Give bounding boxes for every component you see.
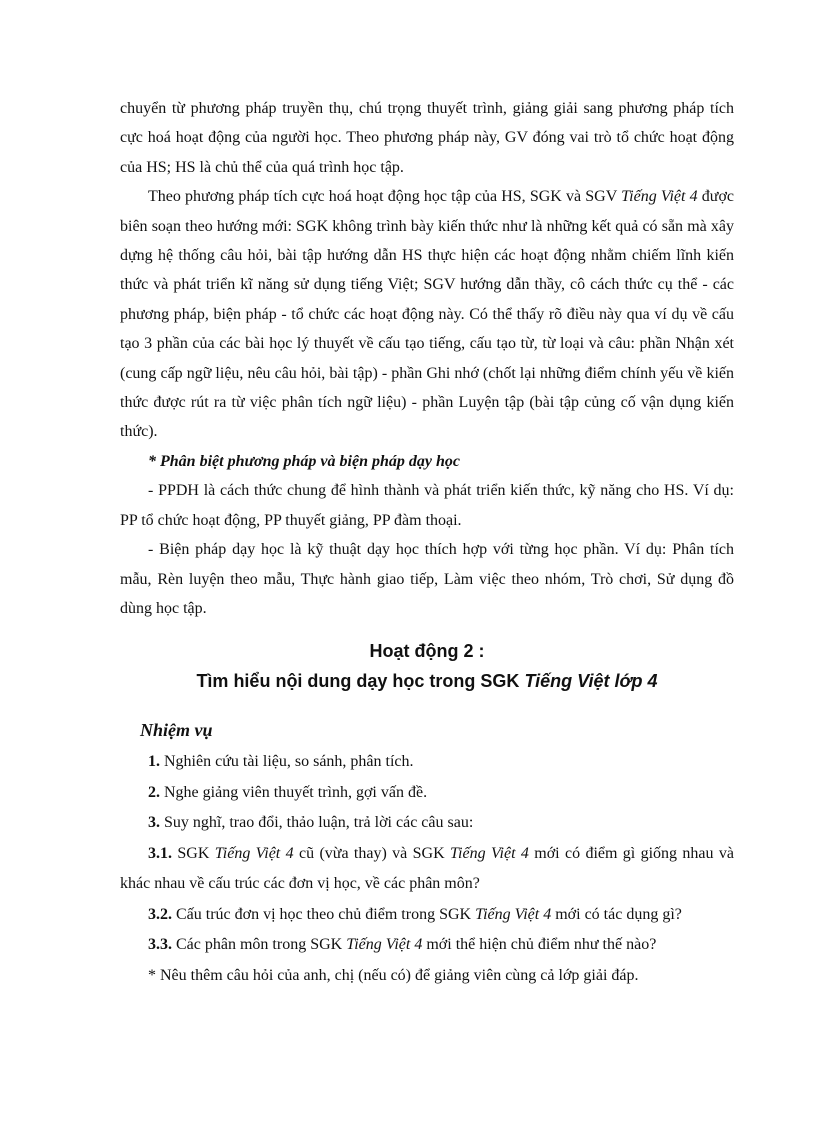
question-3-1-text-a: SGK [172,844,215,862]
tasks-list [120,747,734,991]
question-3-3-text-a: Các phân môn trong SGK [172,936,347,954]
question-3-2 [120,900,734,931]
task-1 [120,747,734,778]
question-3-2-number: 3.2. [148,905,172,923]
paragraph-2-text-a: Theo phương pháp tích cực hoá hoạt động học tập của HS, SGK và SGV [148,188,622,206]
task-3-text: Suy nghĩ, trao đổi, thảo luận, trả lời các câu sau: [160,814,474,832]
task-2-text: Nghe giảng viên thuyết trình, gợi vấn đề. [160,783,428,801]
activity-subtitle [120,666,734,696]
tasks-title: Nhiệm vụ [140,720,213,741]
question-3-3-number: 3.3. [148,936,172,954]
task-1-number: 1. [148,753,160,771]
activity-title: Hoạt động 2 : [369,641,485,662]
task-1-text: Nghiên cứu tài liệu, so sánh, phân tích. [160,753,414,771]
document-page [120,94,734,991]
task-2 [120,778,734,809]
question-3-2-book: Tiếng Việt 4 [475,905,552,923]
question-3-1-text-c: mới có điểm gì giống nhau và khác nhau về cấu trúc các đơn vị học, về các phân môn? [120,844,734,893]
activity-subtitle-text: Tìm hiểu nội dung dạy học trong SGK [196,671,525,692]
question-3-1-number: 3.1. [148,844,172,862]
paragraph-2 [120,182,734,447]
paragraph-bien-phap: - Biện pháp dạy học là kỹ thuật dạy học thích hợp với từng học phần. Ví dụ: Phân tích mẫu, Rèn luyện theo mẫu, Thực hành giao tiếp, Làm việc theo nhóm, Trò chơi, Sử dụng đồ dùng học tập. [120,541,734,617]
paragraph-2-book-title: Tiếng Việt 4 [621,188,698,206]
activity-subtitle-book: Tiếng Việt lớp 4 [524,671,658,692]
question-3-3-text-b: mới thể hiện chủ điểm như thế nào? [422,936,657,954]
question-3-1-book-1: Tiếng Việt 4 [214,844,294,862]
task-2-number: 2. [148,783,160,801]
question-3-1 [120,839,734,900]
task-3 [120,808,734,839]
question-3-3-book: Tiếng Việt 4 [346,936,423,954]
paragraph-1: chuyển từ phương pháp truyền thụ, chú trọng thuyết trình, giảng giải sang phương pháp tích cực hoá hoạt động của người học. Theo phương pháp này, GV đóng vai trò tổ chức hoạt động của HS; HS là chủ thể của quá trình học tập. [120,100,734,176]
question-3-1-book-2: Tiếng Việt 4 [450,844,529,862]
task-note: * Nêu thêm câu hỏi của anh, chị (nếu có) để giảng viên cùng cả lớp giải đáp. [148,966,639,984]
question-3-1-text-b: cũ (vừa thay) và SGK [293,844,451,862]
question-3-2-text-b: mới có tác dụng gì? [551,905,682,923]
method-distinction-heading: * Phân biệt phương pháp và biện pháp dạy học [148,452,460,470]
task-3-number: 3. [148,814,160,832]
question-3-2-text-a: Cấu trúc đơn vị học theo chủ điểm trong SGK [172,905,476,923]
question-3-3 [120,930,734,961]
paragraph-ppdh: - PPDH là cách thức chung để hình thành và phát triển kiến thức, kỹ năng cho HS. Ví dụ: PP tổ chức hoạt động, PP thuyết giảng, PP đàm thoại. [120,482,734,529]
paragraph-2-text-b: được biên soạn theo hướng mới: SGK không trình bày kiến thức như là những kết quả có sẵn mà xây dựng hệ thống câu hỏi, bài tập hướng dẫn HS thực hiện các hoạt động nhằm chiếm lĩnh kiến thức và phát triển kĩ năng sử dụng tiếng Việt; SGV hướng dẫn thầy, cô cách thức cụ thể - các phương pháp, biện pháp - tổ chức các hoạt động này. Có thể thấy rõ điều này qua ví dụ về cấu tạo 3 phần của các bài học lý thuyết về cấu tạo tiếng, cấu tạo từ, từ loại và câu: phần Nhận xét (cung cấp ngữ liệu, nêu câu hỏi, bài tập) - phần Ghi nhớ (chốt lại những điểm chính yếu về kiến thức được rút ra từ việc phân tích ngữ liệu) - phần Luyện tập (bài tập củng cố vận dụng kiến thức). [120,188,735,441]
